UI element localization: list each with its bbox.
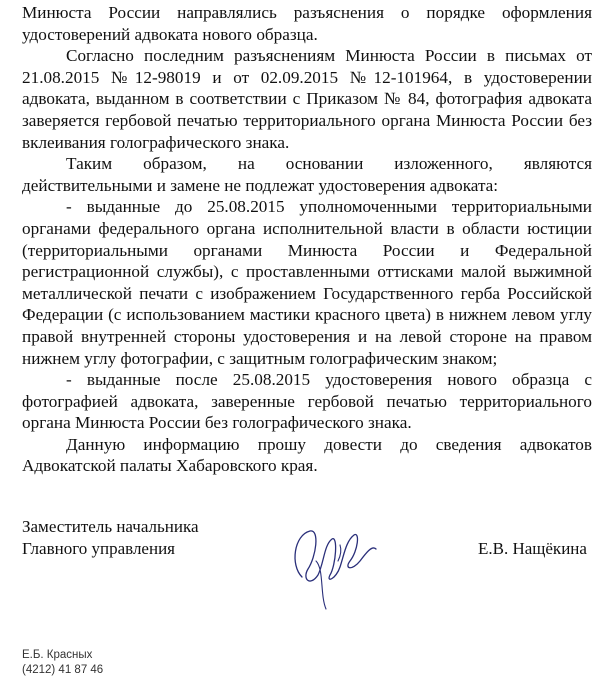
signatory-title-line-1: Заместитель начальника: [22, 517, 199, 536]
paragraph-4-list-item: - выданные до 25.08.2015 уполномоченными территориальными органами федерального органа исполнительной власти в области юстиции (территориальными органами Минюста России и Федеральной регистрационной службы), с проставленными оттисками малой выжимной металлической печати с изображением Государственного герба Российской Федерации (с использованием мастики красного цвета) в нижнем левом углу правой внутренней стороны удостоверения и на левой стороне на правом нижнем углу фотографии, с защитным голографическим знаком;: [22, 197, 592, 368]
paragraph-3: Таким образом, на основании изложенного, являются действительными и замене не подлежат удостоверения адвоката:: [22, 154, 592, 195]
handwritten-signature: [280, 505, 390, 615]
executor-name: Е.Б. Красных: [22, 649, 93, 661]
letter-body: [22, 2, 592, 477]
signatory-title-line-2: Главного управления: [22, 538, 175, 558]
paragraph-5-list-item: - выданные после 25.08.2015 удостоверения нового образца с фотографией адвоката, заверенные гербовой печатью территориального органа Минюста России без голографического знака.: [22, 370, 592, 433]
executor-footer: [22, 648, 103, 678]
paragraph-1: Минюста России направлялись разъяснения о порядке оформления удостоверений адвоката нового образца.: [22, 3, 592, 44]
paragraph-2: Согласно последним разъяснениям Минюста России в письмах от 21.08.2015 №12-98019 и от 02.09.2015 №12-101964, в удостоверении адвоката, выданном в соответствии с Приказом № 84, фотография адвоката заверяется гербовой печатью территориального органа Минюста России без вклеивания голографического знака.: [22, 46, 592, 152]
signatory-name: Е.В. Нащёкина: [478, 539, 587, 558]
signatory-title: [22, 516, 199, 559]
executor-phone: (4212) 41 87 46: [22, 664, 104, 676]
paragraph-6: Данную информацию прошу довести до сведения адвокатов Адвокатской палаты Хабаровского края.: [22, 434, 592, 476]
